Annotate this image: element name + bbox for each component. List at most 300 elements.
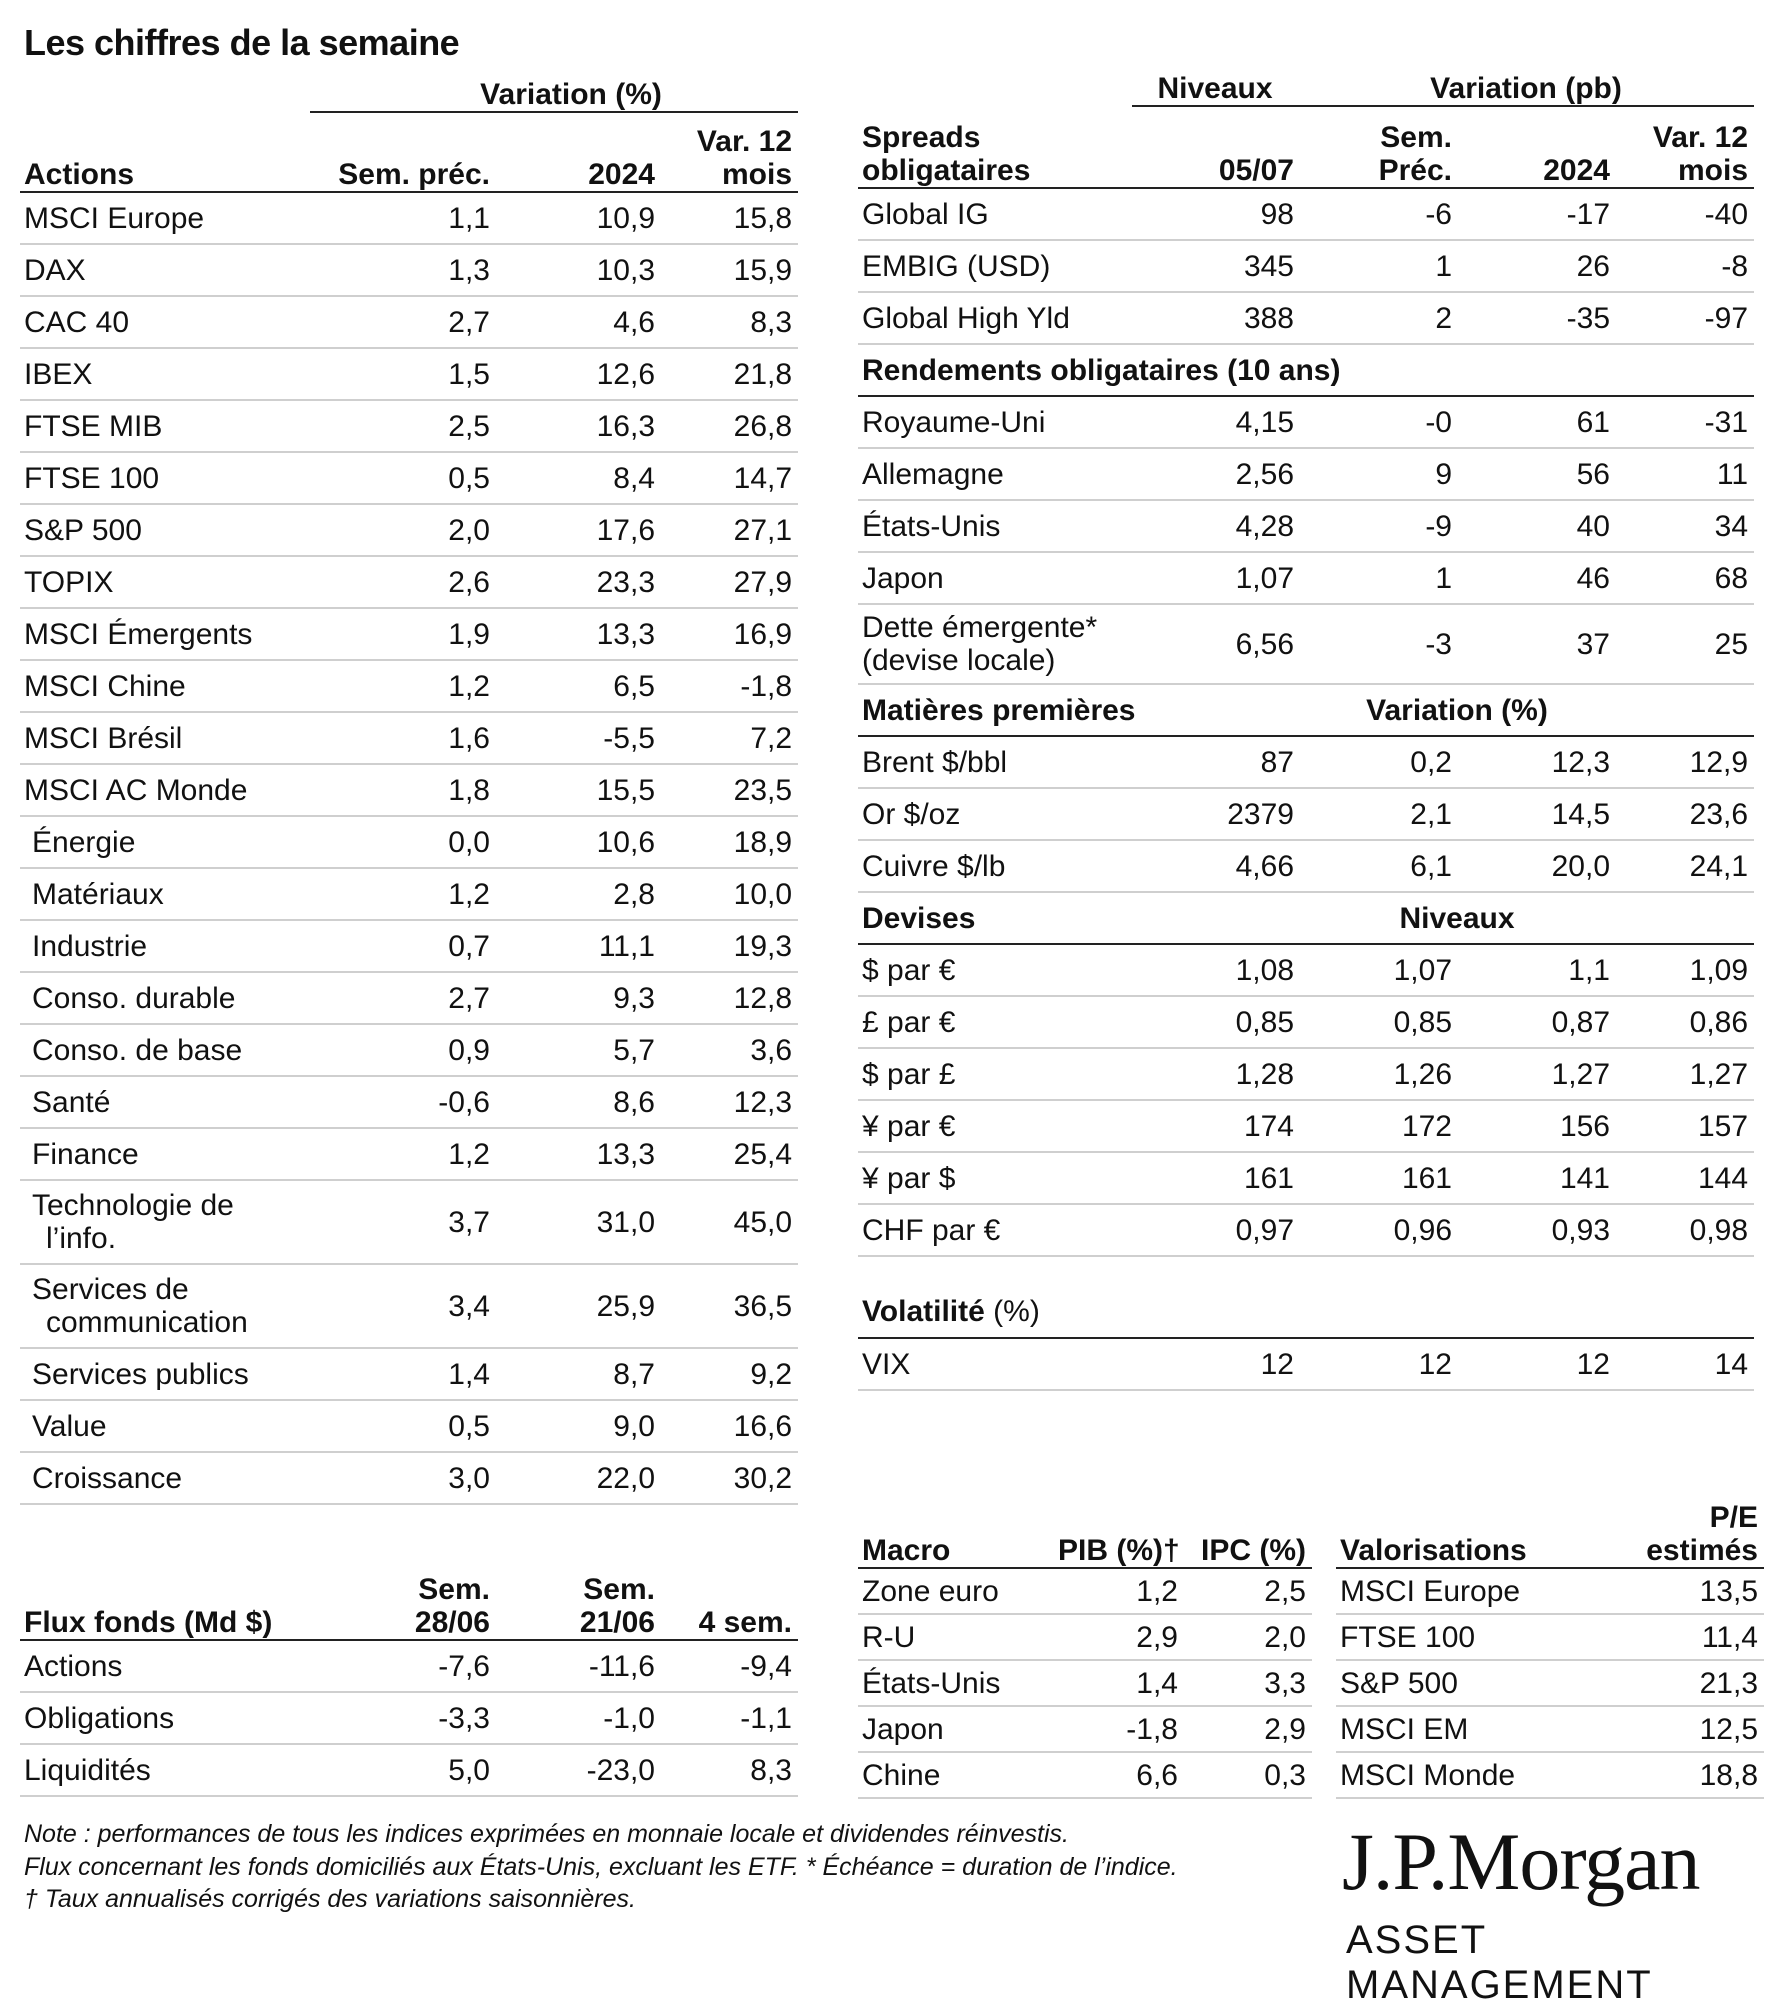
row-value: 18,8 xyxy=(1612,1752,1764,1798)
row-value: 12,9 xyxy=(1616,736,1754,788)
row-value: 1,1 xyxy=(310,192,496,244)
table-row xyxy=(858,188,1754,240)
row-label: IBEX xyxy=(24,357,93,391)
row-label: Industrie xyxy=(32,929,148,963)
valo-header-pe: P/E xyxy=(1709,1501,1758,1534)
table-row xyxy=(858,1660,1312,1706)
row-label: Santé xyxy=(32,1085,111,1119)
flux-header-week1-b: 28/06 xyxy=(414,1606,490,1639)
macro-header-label: Macro xyxy=(858,1500,1054,1568)
flux-rows xyxy=(20,1640,798,1796)
row-label: Brent $/bbl xyxy=(862,745,1008,779)
row-value: 37 xyxy=(1458,604,1616,684)
row-value: 15,9 xyxy=(661,244,798,296)
row-value: 2,0 xyxy=(310,504,496,556)
row-label: Value xyxy=(32,1409,107,1443)
row-label: États-Unis xyxy=(862,509,1001,543)
row-value: 2,1 xyxy=(1300,788,1458,840)
row-label: FTSE MIB xyxy=(24,409,163,443)
row-value: 8,3 xyxy=(661,296,798,348)
table-row xyxy=(20,1692,798,1744)
row-value: 20,0 xyxy=(1458,840,1616,892)
table-row xyxy=(858,1568,1312,1614)
row-value: 0,85 xyxy=(1300,996,1458,1048)
row-label: Or $/oz xyxy=(862,797,961,831)
row-value: 8,7 xyxy=(496,1348,661,1400)
table-row xyxy=(858,1048,1754,1100)
row-value: 10,0 xyxy=(661,868,798,920)
row-value: -1,8 xyxy=(1054,1706,1184,1752)
table-row xyxy=(858,788,1754,840)
row-value: 10,9 xyxy=(496,192,661,244)
row-label: VIX xyxy=(862,1347,911,1381)
row-value: 156 xyxy=(1458,1100,1616,1152)
row-label: MSCI Brésil xyxy=(24,721,183,755)
row-label: Énergie xyxy=(32,825,136,859)
row-value: 36,5 xyxy=(661,1264,798,1348)
row-label: S&P 500 xyxy=(1340,1666,1458,1700)
row-value: 1,1 xyxy=(1458,944,1616,996)
row-label: Services publics xyxy=(32,1357,249,1391)
table-row xyxy=(20,1452,798,1504)
footnotes xyxy=(24,1818,1244,1916)
row-value: 23,5 xyxy=(661,764,798,816)
row-value: 0,0 xyxy=(310,816,496,868)
actions-rows xyxy=(20,192,798,1504)
row-value: 2,9 xyxy=(1184,1706,1312,1752)
macro-rows xyxy=(858,1568,1312,1798)
row-value: 40 xyxy=(1458,500,1616,552)
footnote-3: † Taux annualisés corrigés des variations saisonnières. xyxy=(24,1885,636,1913)
row-label-cont: (devise locale) xyxy=(862,644,1056,677)
row-value: 1 xyxy=(1300,552,1458,604)
row-value: 12,3 xyxy=(1458,736,1616,788)
row-value: 14,7 xyxy=(661,452,798,504)
row-label: Allemagne xyxy=(862,457,1004,491)
row-value: 0,3 xyxy=(1184,1752,1312,1798)
row-label: Finance xyxy=(32,1137,139,1171)
row-value: 17,6 xyxy=(496,504,661,556)
row-value: -0 xyxy=(1300,396,1458,448)
table-row xyxy=(20,972,798,1024)
row-value: 1,08 xyxy=(1132,944,1300,996)
footnote-1: Note : performances de tous les indices exprimées en monnaie locale et dividendes réinvestis. xyxy=(24,1820,1069,1848)
row-label: États-Unis xyxy=(862,1666,1001,1700)
row-label: Japon xyxy=(862,561,944,595)
row-label: Conso. de base xyxy=(32,1033,243,1067)
row-value: 1,27 xyxy=(1458,1048,1616,1100)
table-row xyxy=(858,944,1754,996)
row-label: MSCI Émergents xyxy=(24,617,253,651)
row-value: 8,6 xyxy=(496,1076,661,1128)
row-label: EMBIG (USD) xyxy=(862,249,1051,283)
row-value: 1,4 xyxy=(310,1348,496,1400)
volatilite-unit: (%) xyxy=(984,1295,1040,1328)
variation-pb-header: Variation (pb) xyxy=(1300,72,1754,106)
table-row xyxy=(858,552,1754,604)
row-value: 12 xyxy=(1458,1338,1616,1390)
table-row xyxy=(858,996,1754,1048)
row-value: 9,0 xyxy=(496,1400,661,1452)
row-value: 0,2 xyxy=(1300,736,1458,788)
row-value: 0,7 xyxy=(310,920,496,972)
row-value: 9 xyxy=(1300,448,1458,500)
row-value: 0,85 xyxy=(1132,996,1300,1048)
row-value: 4,6 xyxy=(496,296,661,348)
row-value: 0,9 xyxy=(310,1024,496,1076)
table-row xyxy=(20,1744,798,1796)
row-value: 1,28 xyxy=(1132,1048,1300,1100)
row-value: 0,5 xyxy=(310,1400,496,1452)
row-label: Royaume-Uni xyxy=(862,405,1046,439)
row-value: -9 xyxy=(1300,500,1458,552)
valo-header-est: estimés xyxy=(1646,1534,1758,1567)
row-value: -9,4 xyxy=(661,1640,798,1692)
table-row xyxy=(858,1152,1754,1204)
actions-table xyxy=(20,78,798,1505)
devises-rows xyxy=(858,944,1754,1256)
row-value: 1,3 xyxy=(310,244,496,296)
12m-header-b: mois xyxy=(1678,154,1749,187)
table-row xyxy=(858,1338,1754,1390)
row-value: 31,0 xyxy=(496,1180,661,1264)
actions-header-12m: Var. 12 mois xyxy=(661,112,798,192)
row-label: Matériaux xyxy=(32,877,164,911)
volatilite-rows xyxy=(858,1338,1754,1390)
row-value: 22,0 xyxy=(496,1452,661,1504)
rendements-title: Rendements obligataires (10 ans) xyxy=(858,344,1754,396)
row-value: -31 xyxy=(1616,396,1754,448)
row-value: 16,3 xyxy=(496,400,661,452)
row-value: -23,0 xyxy=(496,1744,661,1796)
table-row xyxy=(20,712,798,764)
row-label: CAC 40 xyxy=(24,305,130,339)
row-label: $ par £ xyxy=(862,1057,956,1091)
row-value: 0,98 xyxy=(1616,1204,1754,1256)
row-label: S&P 500 xyxy=(24,513,142,547)
volatilite-title: Volatilité xyxy=(862,1295,985,1328)
row-value: 12 xyxy=(1300,1338,1458,1390)
table-row xyxy=(1336,1752,1764,1798)
table-row xyxy=(20,608,798,660)
row-value: 174 xyxy=(1132,1100,1300,1152)
row-label: Chine xyxy=(862,1758,941,1792)
row-value: 24,1 xyxy=(1616,840,1754,892)
row-value: 3,4 xyxy=(310,1264,496,1348)
sem-header-b: Préc. xyxy=(1378,154,1452,187)
row-value: 3,0 xyxy=(310,1452,496,1504)
row-value: 9,2 xyxy=(661,1348,798,1400)
table-row xyxy=(20,1400,798,1452)
row-value: 12,6 xyxy=(496,348,661,400)
matieres-title: Matières premières xyxy=(858,684,1300,736)
jpmorgan-logo: J.P.Morgan xyxy=(1342,1816,1700,1907)
row-label: FTSE 100 xyxy=(1340,1620,1476,1654)
row-value: 8,4 xyxy=(496,452,661,504)
table-row xyxy=(20,1024,798,1076)
row-label: Obligations xyxy=(24,1701,175,1735)
row-value: 16,9 xyxy=(661,608,798,660)
row-value: 1,07 xyxy=(1300,944,1458,996)
row-value: -5,5 xyxy=(496,712,661,764)
row-value: 12,8 xyxy=(661,972,798,1024)
row-value: 0,93 xyxy=(1458,1204,1616,1256)
table-row xyxy=(20,452,798,504)
table-row xyxy=(858,1752,1312,1798)
table-row xyxy=(20,920,798,972)
table-row xyxy=(858,1614,1312,1660)
row-value: -40 xyxy=(1616,188,1754,240)
row-value: 161 xyxy=(1132,1152,1300,1204)
row-label: MSCI Europe xyxy=(24,201,205,235)
row-value: 4,15 xyxy=(1132,396,1300,448)
row-value: -6 xyxy=(1300,188,1458,240)
row-value: 46 xyxy=(1458,552,1616,604)
row-value: 2,5 xyxy=(310,400,496,452)
row-value: 0,87 xyxy=(1458,996,1616,1048)
table-row xyxy=(1336,1660,1764,1706)
row-value: 1,09 xyxy=(1616,944,1754,996)
devises-title: Devises xyxy=(858,892,1300,944)
row-value: 2,7 xyxy=(310,972,496,1024)
spreads-header-b: obligataires xyxy=(862,154,1031,187)
row-value: 0,96 xyxy=(1300,1204,1458,1256)
spreads-rows xyxy=(858,188,1754,344)
row-value: -1,1 xyxy=(661,1692,798,1744)
row-value: 12 xyxy=(1132,1338,1300,1390)
row-value: 1,9 xyxy=(310,608,496,660)
row-value: 16,6 xyxy=(661,1400,798,1452)
row-value: 14,5 xyxy=(1458,788,1616,840)
row-value: 68 xyxy=(1616,552,1754,604)
row-value: 388 xyxy=(1132,292,1300,344)
row-value: 0,86 xyxy=(1616,996,1754,1048)
table-row xyxy=(1336,1614,1764,1660)
row-value: -7,6 xyxy=(310,1640,496,1692)
row-value: 1,4 xyxy=(1054,1660,1184,1706)
row-value: 1,27 xyxy=(1616,1048,1754,1100)
row-value: 13,3 xyxy=(496,608,661,660)
row-value: 4,28 xyxy=(1132,500,1300,552)
row-value: 0,97 xyxy=(1132,1204,1300,1256)
row-value: 25,4 xyxy=(661,1128,798,1180)
row-value: 26,8 xyxy=(661,400,798,452)
row-value: 3,3 xyxy=(1184,1660,1312,1706)
row-value: 13,3 xyxy=(496,1128,661,1180)
table-row xyxy=(858,604,1754,684)
table-row xyxy=(20,660,798,712)
row-value: 1,2 xyxy=(310,868,496,920)
row-value: 3,6 xyxy=(661,1024,798,1076)
flux-header-week2-a: Sem. xyxy=(583,1573,655,1606)
valo-header-label: Valorisations xyxy=(1336,1464,1612,1568)
row-value: 2,9 xyxy=(1054,1614,1184,1660)
row-label: MSCI Chine xyxy=(24,669,186,703)
table-row xyxy=(20,1180,798,1264)
table-row xyxy=(20,1128,798,1180)
table-row xyxy=(858,500,1754,552)
table-row xyxy=(20,296,798,348)
row-label: Dette émergente* xyxy=(862,611,1098,644)
row-value: 13,5 xyxy=(1612,1568,1764,1614)
row-value: 5,7 xyxy=(496,1024,661,1076)
row-label: ¥ par € xyxy=(862,1109,956,1143)
table-row xyxy=(20,504,798,556)
row-value: 14 xyxy=(1616,1338,1754,1390)
table-row xyxy=(20,1076,798,1128)
table-row xyxy=(858,396,1754,448)
row-value: 2,56 xyxy=(1132,448,1300,500)
row-value: 15,8 xyxy=(661,192,798,244)
macro-header-ipc: IPC (%) xyxy=(1184,1500,1312,1568)
row-value: 6,6 xyxy=(1054,1752,1184,1798)
markets-table xyxy=(858,72,1754,1391)
date-header: 05/07 xyxy=(1132,106,1300,188)
table-row xyxy=(20,556,798,608)
row-value: 2,7 xyxy=(310,296,496,348)
devises-sub: Niveaux xyxy=(1300,892,1616,944)
row-value: -8 xyxy=(1616,240,1754,292)
macro-header-pib: PIB (%)† xyxy=(1054,1500,1184,1568)
row-value: 56 xyxy=(1458,448,1616,500)
row-label: $ par € xyxy=(862,953,956,987)
flux-header-week1-a: Sem. xyxy=(418,1573,490,1606)
table-row xyxy=(858,736,1754,788)
actions-variation-header: Variation (%) xyxy=(310,78,798,112)
row-label: £ par € xyxy=(862,1005,956,1039)
row-value: 2379 xyxy=(1132,788,1300,840)
row-value: 27,9 xyxy=(661,556,798,608)
row-label: Japon xyxy=(862,1712,944,1746)
row-value: 11,4 xyxy=(1612,1614,1764,1660)
row-value: 1,6 xyxy=(310,712,496,764)
row-label: FTSE 100 xyxy=(24,461,160,495)
row-value: 61 xyxy=(1458,396,1616,448)
table-row xyxy=(1336,1706,1764,1752)
table-row xyxy=(1336,1568,1764,1614)
row-value: 141 xyxy=(1458,1152,1616,1204)
row-value: 18,9 xyxy=(661,816,798,868)
row-value: 7,2 xyxy=(661,712,798,764)
row-value: 2,6 xyxy=(310,556,496,608)
flux-table xyxy=(20,1556,798,1797)
row-value: 4,66 xyxy=(1132,840,1300,892)
table-row xyxy=(20,1348,798,1400)
row-value: 9,3 xyxy=(496,972,661,1024)
row-label: Liquidités xyxy=(24,1753,151,1787)
row-value: 3,7 xyxy=(310,1180,496,1264)
row-value: 15,5 xyxy=(496,764,661,816)
row-value: 1,2 xyxy=(1054,1568,1184,1614)
table-row xyxy=(858,1706,1312,1752)
row-value: 87 xyxy=(1132,736,1300,788)
table-row xyxy=(20,816,798,868)
row-value: 2,0 xyxy=(1184,1614,1312,1660)
row-value: 11,1 xyxy=(496,920,661,972)
rendements-rows xyxy=(858,396,1754,684)
row-label: Global High Yld xyxy=(862,301,1070,335)
row-value: 45,0 xyxy=(661,1180,798,1264)
row-value: -0,6 xyxy=(310,1076,496,1128)
row-value: 2,5 xyxy=(1184,1568,1312,1614)
row-value: 1,07 xyxy=(1132,552,1300,604)
actions-header-label: Actions xyxy=(20,112,310,192)
row-value: -97 xyxy=(1616,292,1754,344)
matieres-sub: Variation (%) xyxy=(1300,684,1616,736)
table-row xyxy=(858,1100,1754,1152)
table-row xyxy=(20,764,798,816)
row-value: 1,8 xyxy=(310,764,496,816)
row-value: 25,9 xyxy=(496,1264,661,1348)
row-value: 172 xyxy=(1300,1100,1458,1152)
row-value: -1,8 xyxy=(661,660,798,712)
flux-header-label: Flux fonds (Md $) xyxy=(20,1556,310,1640)
row-value: 34 xyxy=(1616,500,1754,552)
flux-header-week2-b: 21/06 xyxy=(579,1606,655,1639)
row-value: 1,5 xyxy=(310,348,496,400)
row-label: Zone euro xyxy=(862,1574,999,1608)
row-value: 30,2 xyxy=(661,1452,798,1504)
footnote-2: Flux concernant les fonds domiciliés aux États-Unis, excluant les ETF. * Échéance = duration de l’indice. xyxy=(24,1852,1178,1881)
row-label: Services de xyxy=(32,1273,189,1306)
row-value: 161 xyxy=(1300,1152,1458,1204)
row-value: 21,3 xyxy=(1612,1660,1764,1706)
row-label: TOPIX xyxy=(24,565,114,599)
table-row xyxy=(20,400,798,452)
row-label: DAX xyxy=(24,253,86,287)
valo-rows xyxy=(1336,1568,1764,1798)
row-value: 1,2 xyxy=(310,1128,496,1180)
niveaux-header: Niveaux xyxy=(1132,72,1300,106)
ytd-header: 2024 xyxy=(1458,106,1616,188)
table-row xyxy=(20,1264,798,1348)
row-value: 23,3 xyxy=(496,556,661,608)
row-value: 11 xyxy=(1616,448,1754,500)
row-value: -17 xyxy=(1458,188,1616,240)
row-value: 2,8 xyxy=(496,868,661,920)
row-value: -3 xyxy=(1300,604,1458,684)
row-label: Technologie de xyxy=(32,1189,234,1222)
spreads-header-a: Spreads xyxy=(862,121,981,154)
row-value: 1,2 xyxy=(310,660,496,712)
valorisations-table xyxy=(1336,1464,1764,1799)
row-value: 27,1 xyxy=(661,504,798,556)
row-value: 2 xyxy=(1300,292,1458,344)
table-row xyxy=(20,348,798,400)
row-label: ¥ par $ xyxy=(862,1161,956,1195)
row-value: 144 xyxy=(1616,1152,1754,1204)
flux-header-4w: 4 sem. xyxy=(661,1556,798,1640)
row-value: 157 xyxy=(1616,1100,1754,1152)
row-value: -1,0 xyxy=(496,1692,661,1744)
row-value: 8,3 xyxy=(661,1744,798,1796)
row-label: Croissance xyxy=(32,1461,183,1495)
row-value: 98 xyxy=(1132,188,1300,240)
row-value: -3,3 xyxy=(310,1692,496,1744)
row-value: 12,3 xyxy=(661,1076,798,1128)
row-value: 1 xyxy=(1300,240,1458,292)
row-label: MSCI EM xyxy=(1340,1712,1469,1746)
row-value: 6,1 xyxy=(1300,840,1458,892)
row-value: 19,3 xyxy=(661,920,798,972)
row-value: 23,6 xyxy=(1616,788,1754,840)
row-label: Actions xyxy=(24,1649,123,1683)
row-label: MSCI Europe xyxy=(1340,1574,1521,1608)
row-label: MSCI AC Monde xyxy=(24,773,248,807)
row-label: MSCI Monde xyxy=(1340,1758,1516,1792)
sem-header-a: Sem. xyxy=(1380,121,1452,154)
row-label-cont: communication xyxy=(46,1306,248,1339)
